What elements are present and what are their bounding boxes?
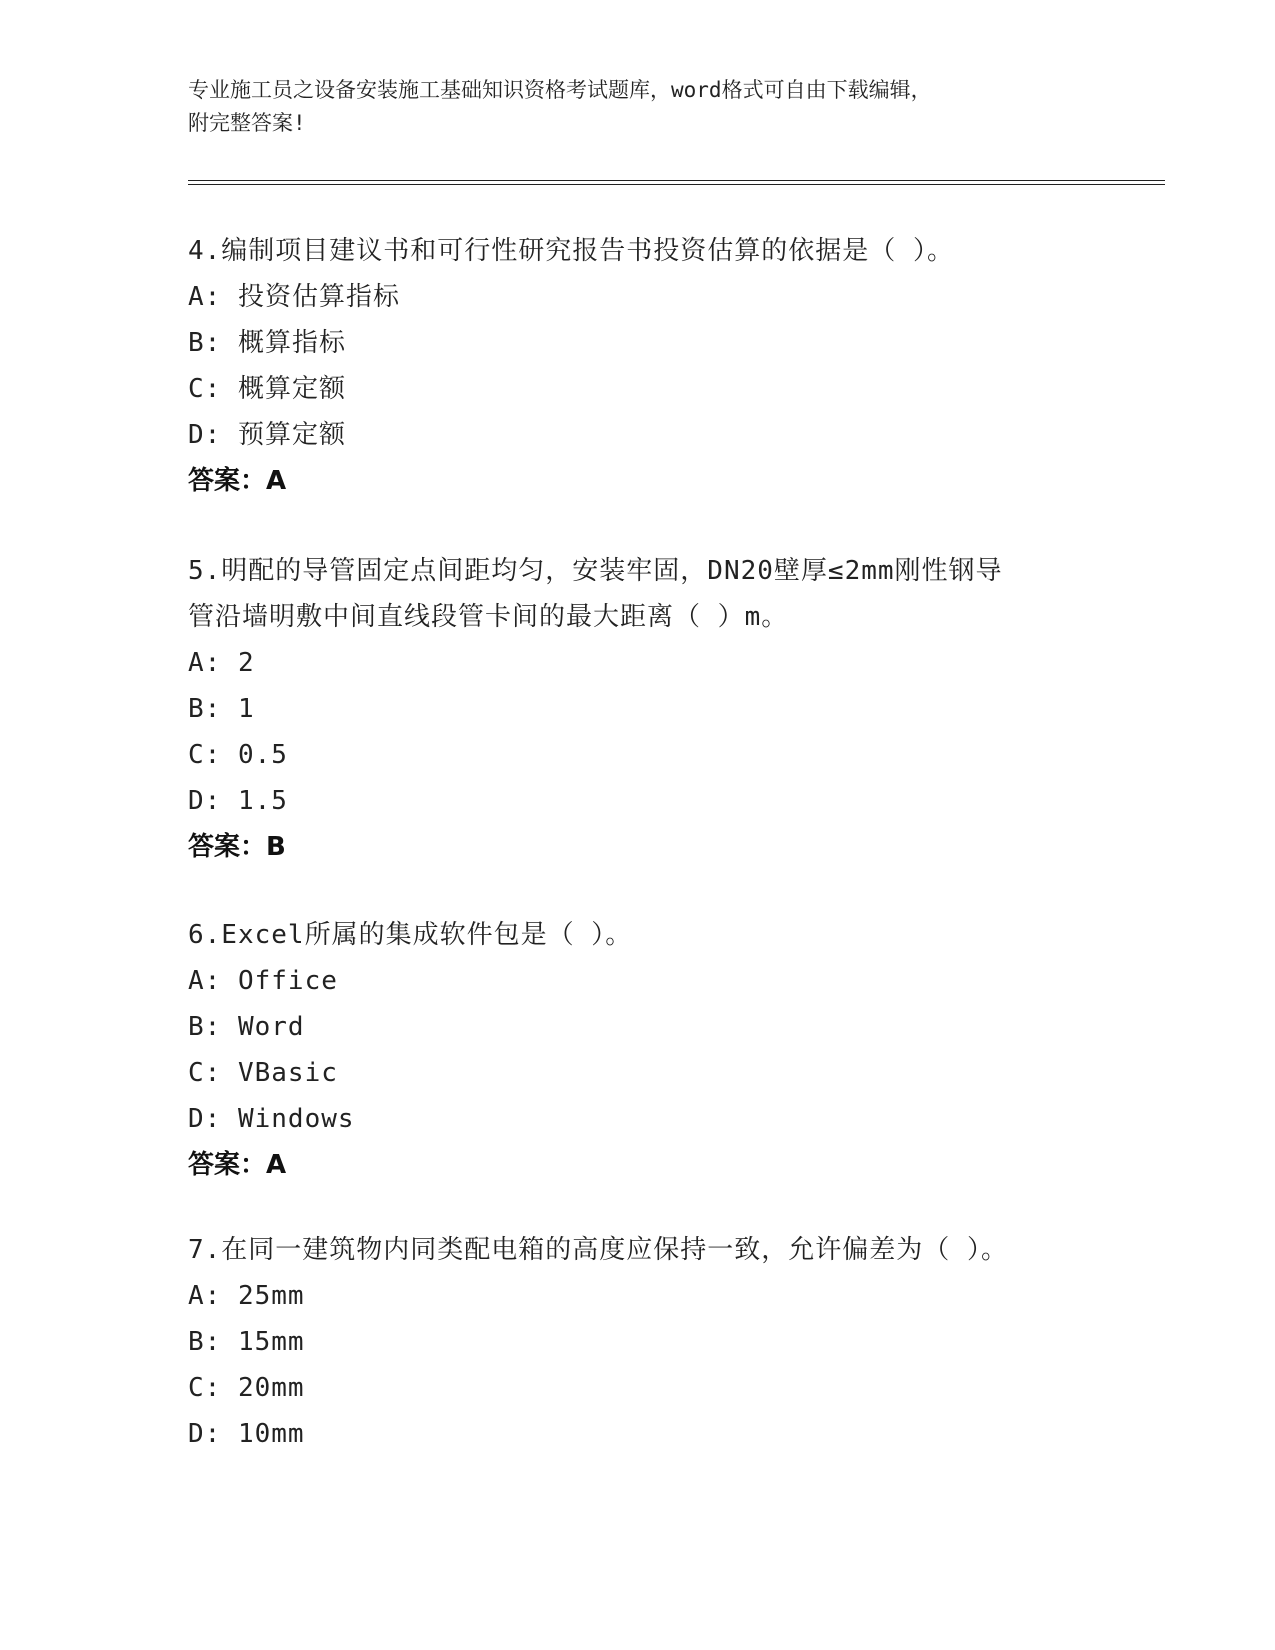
option-c: C: 20mm [188,1373,305,1403]
header-divider-bottom [188,184,1165,185]
header-divider-top [188,180,1165,181]
option-c: C: 0.5 [188,740,288,770]
option-b: B: Word [188,1012,305,1042]
option-a: A: 投资估算指标 [188,282,400,312]
answer: 答案：A [188,1150,287,1180]
question-stem: 6.Excel所属的集成软件包是（ ）。 [188,920,633,950]
option-d: D: 10mm [188,1419,305,1449]
option-d: D: Windows [188,1104,355,1134]
option-c: C: VBasic [188,1058,338,1088]
option-a: A: Office [188,966,338,996]
question-stem: 7.在同一建筑物内同类配电箱的高度应保持一致，允许偏差为（ ）。 [188,1235,1008,1265]
option-b: B: 15mm [188,1327,305,1357]
header-line-1: 专业施工员之设备安装施工基础知识资格考试题库，word格式可自由下载编辑， [188,78,932,102]
option-b: B: 1 [188,694,255,724]
option-d: D: 预算定额 [188,420,346,450]
question-5 [188,548,1088,870]
question-4 [188,228,1088,504]
option-a: A: 2 [188,648,255,678]
answer: 答案：B [188,832,286,862]
option-c: C: 概算定额 [188,374,346,404]
option-d: D: 1.5 [188,786,288,816]
header-line-2: 附完整答案! [188,111,306,135]
document-header [188,74,1088,140]
option-b: B: 概算指标 [188,328,346,358]
question-stem: 4.编制项目建议书和可行性研究报告书投资估算的依据是（ ）。 [188,236,954,266]
question-stem-line-1: 5.明配的导管固定点间距均匀，安装牢固，DN20壁厚≤2mm刚性钢导 [188,556,1003,586]
question-7 [188,1227,1088,1457]
option-a: A: 25mm [188,1281,305,1311]
answer: 答案：A [188,466,287,496]
question-6 [188,912,1088,1188]
question-stem-line-2: 管沿墙明敷中间直线段管卡间的最大距离（ ）m。 [188,602,789,632]
